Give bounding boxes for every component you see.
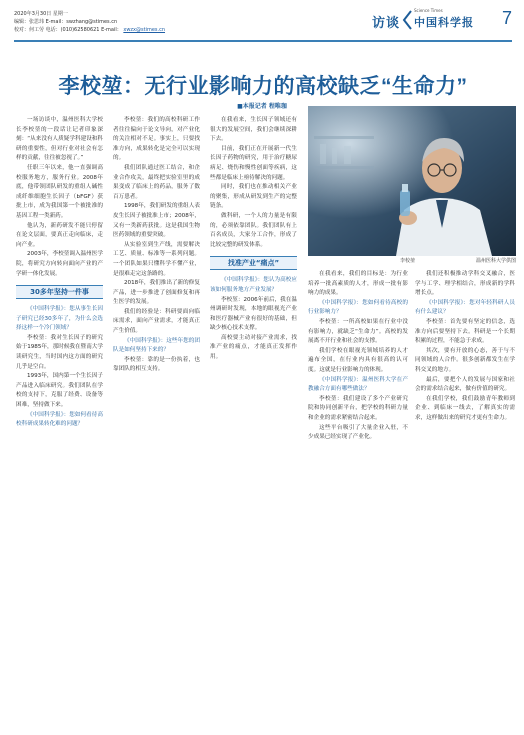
byline: ■本报记者 程唯珈	[237, 103, 287, 110]
portrait-photo	[308, 106, 516, 256]
masthead-meta	[14, 10, 284, 34]
paragraph: 李校堃：一所高校如果在行业中没有影响力，就缺乏“生命力”。高校的发展离不开行业和社会的支撑。	[308, 318, 408, 345]
question-paragraph: 《中国科学报》：您认为高校应该如何服务地方产业发展？	[210, 277, 297, 293]
paragraph: 1998年，我们研发的重组人表皮生长因子被批准上市；2008年，又有一类新药获批。这是我国生物医药领域的重要突破。	[113, 203, 200, 239]
paragraph: 我们还积极推动学科交叉融合，医学与工学、理学相结合，形成新的学科增长点。	[415, 271, 515, 297]
paragraph: 目前，我们正在开展新一代生长因子药物的研究，用于治疗糖尿病足、烧伤和慢性创面等疾病，这些都是临床上亟待解决的问题。	[210, 145, 297, 181]
question-paragraph: 《中国科学报》：您如何看待高校的行业影响力？	[308, 299, 408, 316]
paragraph: 李校堃：我们建设了多个产业研究院和协同创新平台，把学校的科研力量和企业的需求紧密结合起来。	[308, 395, 408, 421]
caption-credit: 温州医科大学供图	[475, 258, 516, 264]
column-4	[308, 270, 408, 725]
question-paragraph: 《中国科学报》：这些年您的团队是如何坚持下来的？	[113, 337, 200, 354]
column-3	[210, 116, 297, 725]
paragraph: 2018年，我们推出了新的修复产品，进一步推进了创面修复和再生医学的发展。	[113, 280, 200, 306]
question-paragraph: 《中国科学报》：您对年轻科研人员有什么建议？	[415, 299, 515, 316]
paragraph: 李校堃：首先要有坚定的信念，选准方向后要坚持下去。科研是一个长期积累的过程，不能急于求成。	[415, 318, 515, 345]
column-5	[415, 270, 515, 725]
paragraph: 李校堃：靠的是一份执着，也靠团队的相互支持。	[113, 356, 200, 373]
contact-text: 校对：何工劳 电话：(010)62580621 E-mail：	[14, 27, 122, 33]
column-2	[113, 116, 200, 725]
section-name: 访谈	[371, 16, 400, 31]
paragraph: 李校堃：我对生长因子的研究始于1985年，那时候我在暨南大学读研究生，当时国内这方面的研究几乎是空白。	[16, 334, 103, 370]
portrait-image	[308, 106, 516, 256]
date-line: 2020年3月30日 星期一	[14, 11, 68, 17]
page-number: 7	[501, 8, 512, 28]
section-subhead: 找准产业“痛点”	[210, 256, 297, 270]
caption-name: 李校堃	[400, 258, 416, 264]
section-chevron-icon	[402, 10, 412, 30]
paragraph: 我们的经验是：科研要面向临床需求，面向产业需求，才能真正产生价值。	[113, 308, 200, 335]
column-1	[16, 116, 103, 725]
photo-caption	[308, 256, 516, 266]
headline: 李校堃：无行业影响力的高校缺乏“生命力”	[58, 75, 468, 98]
paragraph: 同时，我们也在推动相关产业的聚集，形成从研发到生产的完整链条。	[210, 184, 297, 210]
brand-english: Science Times	[414, 8, 443, 13]
paragraph: 在我看来，我们的目标是：为行业培养一批高素质的人才，形成一批有影响力的成果。	[308, 271, 408, 297]
paragraph: 2003年，李校堃调入温州医学院，将研究方向转向面向产业的产学研一体化发展。	[16, 251, 103, 277]
paragraph: 其次，要有开放的心态，善于与不同领域的人合作。很多创新都发生在学科交叉的地方。	[415, 347, 515, 373]
editor-line: 编辑：张思玮 E-mail：swzhang@stimes.cn	[14, 19, 118, 25]
paragraph: 最后，要把个人的发展与国家和社会的需求结合起来，做有价值的研究。	[415, 376, 515, 393]
paragraph: 在我们学校，我们鼓励青年教师到企业、到临床一线去，了解真实的需求，这样做出来的研究才更有生命力。	[415, 395, 515, 421]
paragraph: 一场访谈中，温州医科大学校长李校堃的一段话让记者印象深刻：“从来没有人质疑学科建设和科研的重要性，但对行业对社会有怎样的贡献，往往被忽视了。”	[16, 117, 103, 162]
masthead	[14, 6, 512, 42]
question-paragraph: 《中国科学报》：您从事生长因子研究已经30多年了，为什么会选择这样一个冷门领域？	[16, 306, 103, 332]
question-paragraph: 《中国科学报》：温州医科大学在产教融合方面有哪些做法？	[308, 376, 408, 393]
paragraph: 在我看来，生长因子领域还有很大的发展空间，我们会继续深耕下去。	[210, 117, 297, 143]
paragraph: 李校堃：2006年前后，我在温州调研时发现，本地的眼视光产业和医疗器械产业有很好的基础，但缺少核心技术支撑。	[210, 296, 297, 332]
paragraph: 他认为，新药研发不能只停留在论文层面，要真正走向临床，走向产业。	[16, 222, 103, 248]
email-link[interactable]: xwzx@stimes.cn	[123, 27, 166, 33]
contact-line	[14, 26, 284, 34]
section-subhead: 30多年坚持一件事	[16, 285, 103, 299]
paragraph: 任职三年以来，他一直强调高校服务地方，服务行业。2008年底，他带领团队研发的重组人碱性成纤维细胞生长因子（bFGF）获批上市，成为我国第一个被批准的基因工程一类新药。	[16, 164, 103, 219]
paragraph: 李校堃：我们的高校科研工作者往往偏向于论文导向，对产业化的关注相对不足。事实上，只要找准方向，成果转化是完全可以实现的。	[113, 117, 200, 162]
question-paragraph: 《中国科学报》：您如何看待高校科研成果转化难的问题？	[16, 411, 103, 428]
paragraph: 这些平台吸引了大量企业入驻，不少成果已经实现了产业化。	[308, 424, 408, 441]
paragraph: 1993年，国内第一个生长因子产品进入临床研究。我们团队在学校的支持下，克服了经费、设备等困难，坚持做下来。	[16, 373, 103, 409]
paragraph: 做科研，一个人的力量是有限的，必须依靠团队。我们团队有上百名成员，大家分工合作，形成了比较完整的研发体系。	[210, 212, 297, 248]
paragraph: 我们学校在眼视光领域培养的人才遍布全国，在行业内具有很高的认可度。这就是行业影响力的体现。	[308, 347, 408, 373]
paragraph: 我们团队通过医工结合，和企业合作攻关，最终把实验室里的成果变成了临床上的药品，服务了数百万患者。	[113, 164, 200, 200]
paragraph: 从实验室到生产线，需要解决工艺、质量、标准等一系列问题。一个团队如果只懂科学不懂产业，是很难走完这条路的。	[113, 241, 200, 277]
brand-logo: 中国科学报	[414, 16, 474, 29]
paragraph: 高校要主动对接产业需求，找准产业的痛点，才能真正发挥作用。	[210, 334, 297, 361]
